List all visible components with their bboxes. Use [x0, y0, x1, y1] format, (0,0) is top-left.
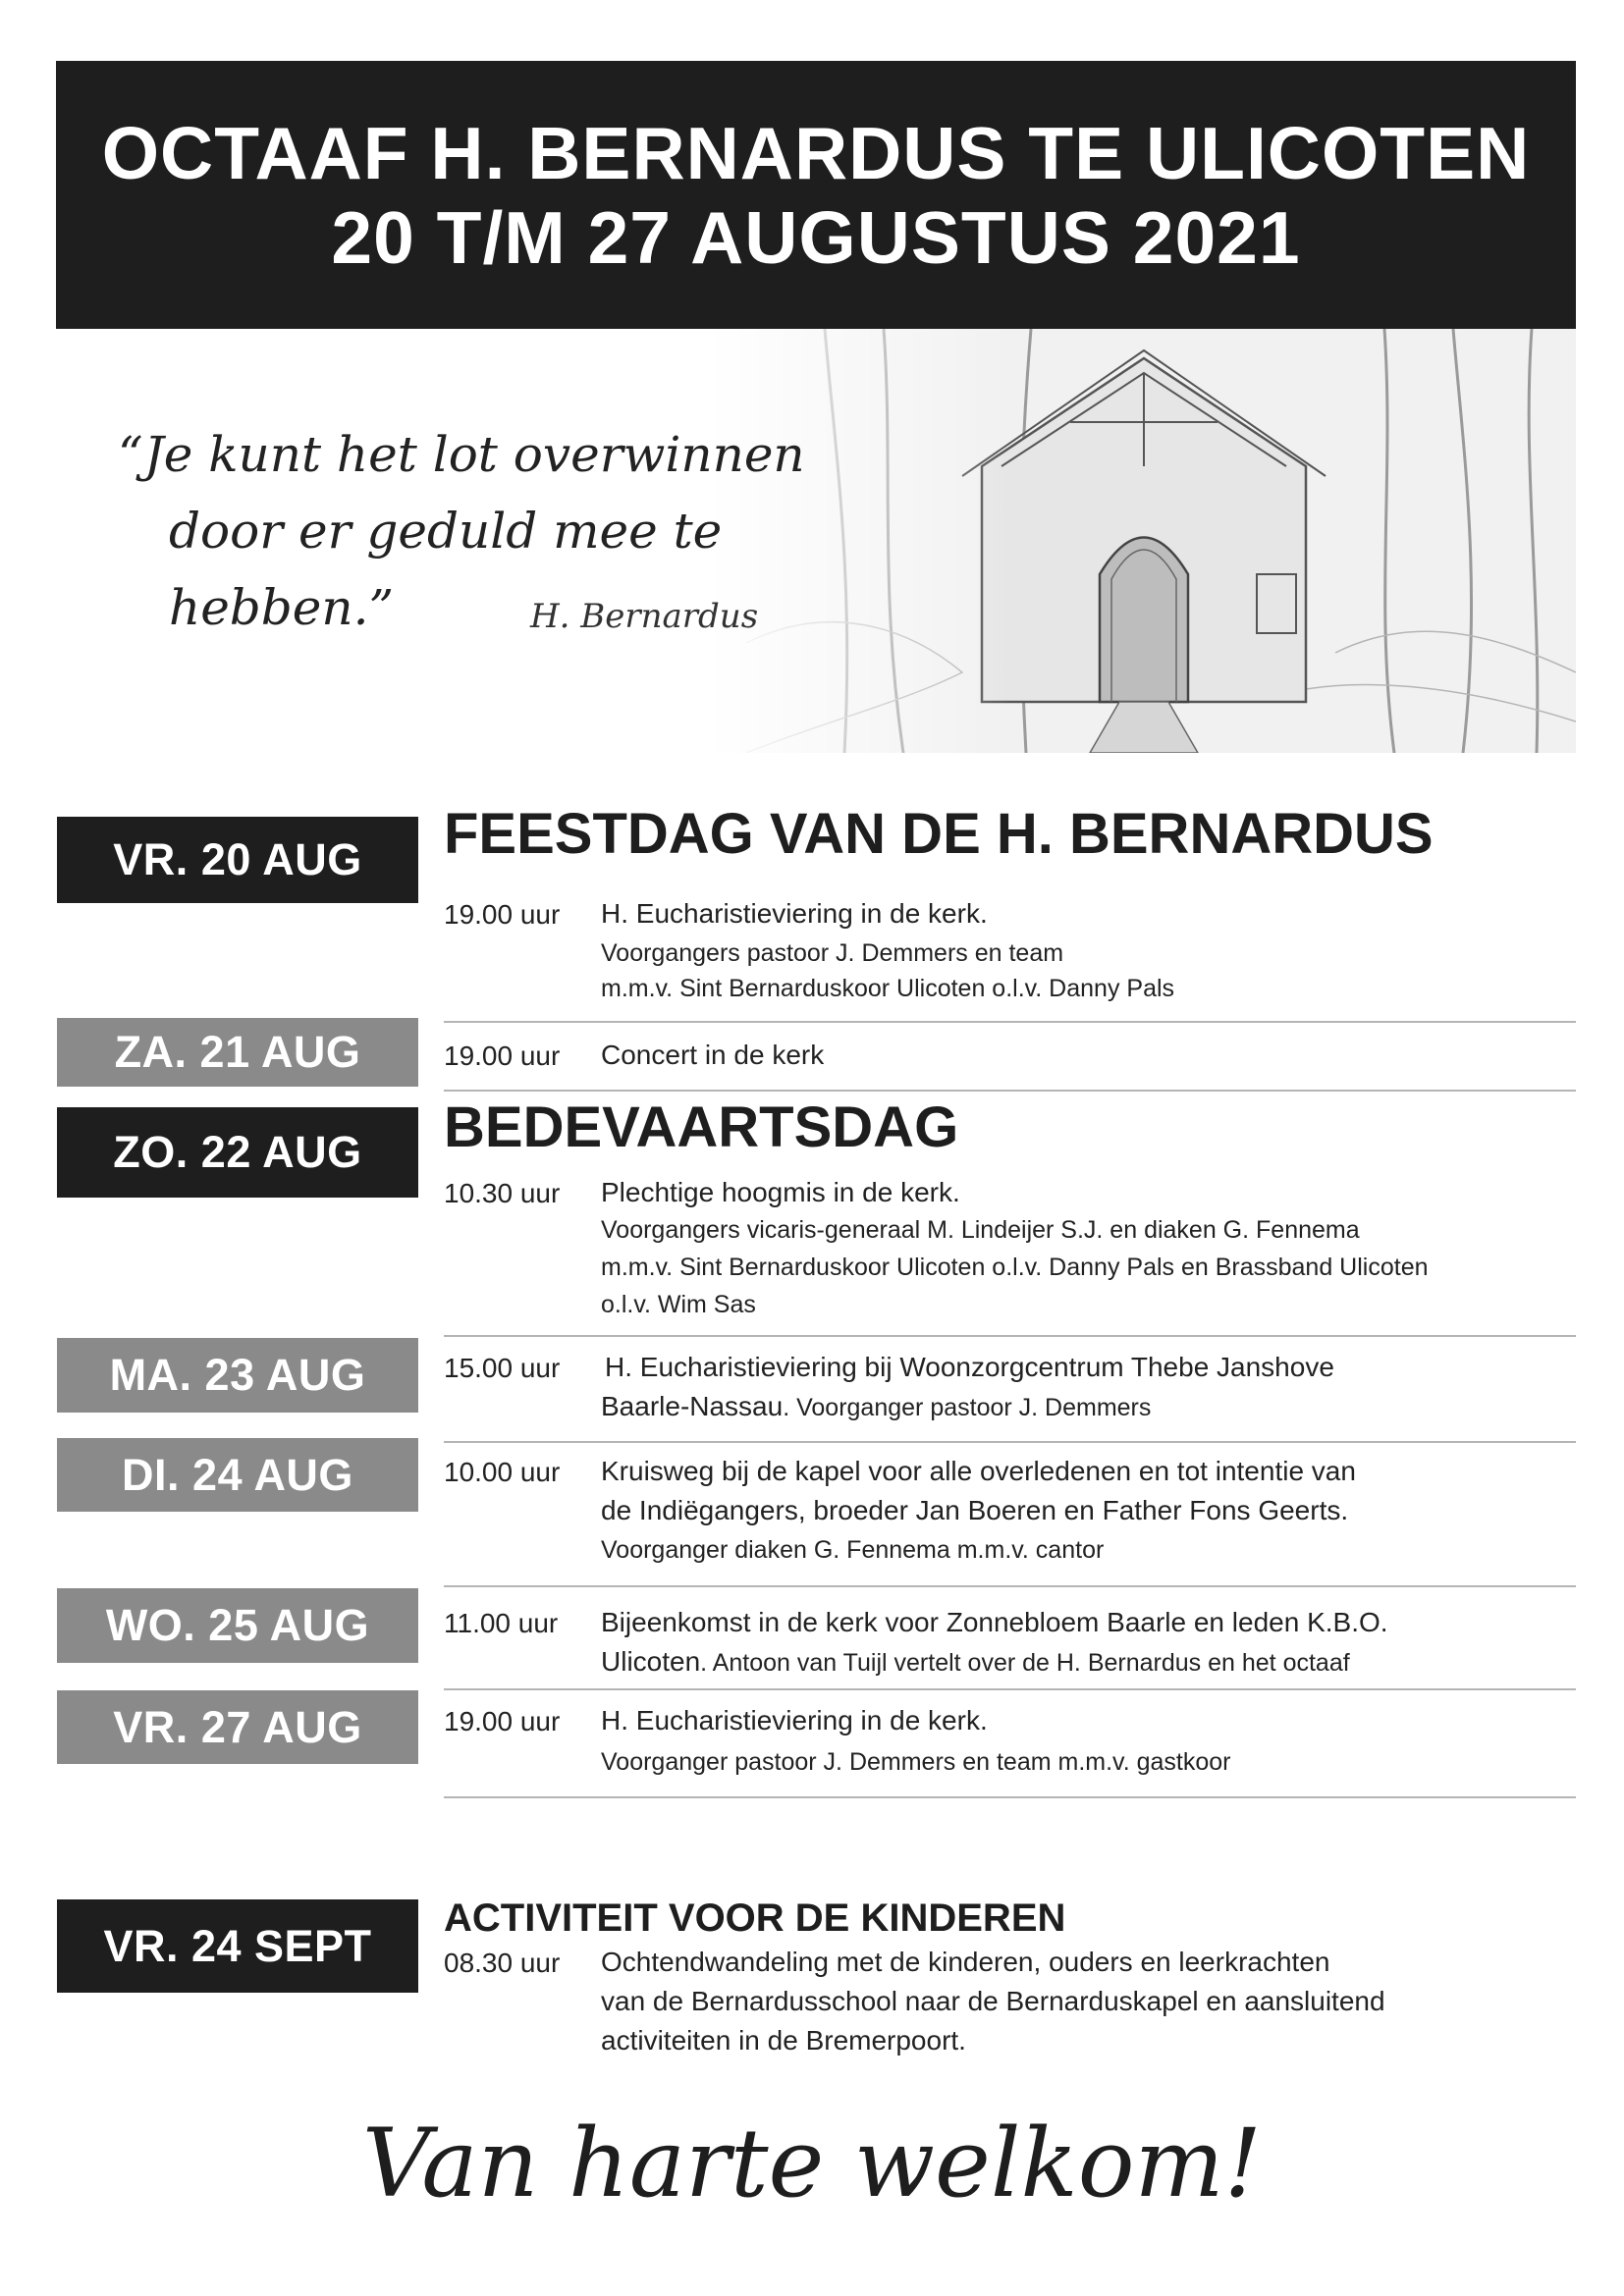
event-detail: Voorganger diaken G. Fennema m.m.v. cantor	[601, 1536, 1105, 1564]
event-time: 10.30 uur	[444, 1178, 561, 1208]
event-detail: o.l.v. Wim Sas	[601, 1291, 756, 1318]
date-badge-za-21-aug: ZA. 21 AUG	[57, 1018, 418, 1087]
event-description: H. Eucharistieviering bij Woonzorgcentrum Thebe Janshove	[605, 1352, 1334, 1382]
divider	[444, 1021, 1576, 1023]
date-badge-vr-27-aug: VR. 27 AUG	[57, 1690, 418, 1764]
event-time: 08.30 uur	[444, 1948, 561, 1978]
header-dates: 20 T/M 27 AUGUSTUS 2021	[331, 195, 1301, 279]
event-time: 11.00 uur	[444, 1608, 559, 1638]
event-time: 19.00 uur	[444, 1041, 561, 1071]
event-time: 15.00 uur	[444, 1353, 561, 1383]
event-detail: Voorgangers vicaris-generaal M. Lindeijer S.J. en diaken G. Fennema	[601, 1216, 1360, 1244]
date-badge-di-24-aug: DI. 24 AUG	[57, 1438, 418, 1512]
quote-line-1: “Je kunt het lot overwinnen	[118, 426, 805, 483]
event-description: H. Eucharistieviering in de kerk.	[601, 898, 988, 929]
divider	[444, 1090, 1576, 1092]
event-detail-line	[601, 1643, 1350, 1682]
poster-header	[56, 61, 1576, 329]
event-detail: m.m.v. Sint Bernarduskoor Ulicoten o.l.v. Danny Pals en Brassband Ulicoten	[601, 1254, 1429, 1281]
event-description: Kruisweg bij de kapel voor alle overledenen en tot intentie van	[601, 1456, 1356, 1486]
divider	[444, 1585, 1576, 1587]
divider	[444, 1796, 1576, 1798]
date-badge-wo-25-aug: WO. 25 AUG	[57, 1588, 418, 1663]
date-badge-ma-23-aug: MA. 23 AUG	[57, 1338, 418, 1413]
header-title: OCTAAF H. BERNARDUS TE ULICOTEN	[101, 111, 1531, 194]
event-detail: Voorgangers pastoor J. Demmers en team	[601, 939, 1064, 967]
welcome-message: Van harte welkom!	[361, 2109, 1263, 2218]
event-description: Plechtige hoogmis in de kerk.	[601, 1177, 960, 1207]
event-heading-bedevaartsdag: BEDEVAARTSDAG	[444, 1095, 959, 1159]
event-description: Concert in de kerk	[601, 1040, 825, 1070]
event-location: Baarle-Nassau	[601, 1391, 784, 1421]
event-detail: m.m.v. Sint Bernarduskoor Ulicoten o.l.v. Danny Pals	[601, 975, 1175, 1002]
event-heading-activiteit: ACTIVITEIT VOOR DE KINDEREN	[444, 1896, 1066, 1940]
event-description: activiteiten in de Bremerpoort.	[601, 2025, 966, 2056]
event-heading-feestdag: FEESTDAG VAN DE H. BERNARDUS	[444, 802, 1434, 866]
event-detail: Voorganger pastoor J. Demmers en team m.m.v. gastkoor	[601, 1748, 1231, 1776]
date-badge-zo-22-aug: ZO. 22 AUG	[57, 1107, 418, 1198]
divider	[444, 1441, 1576, 1443]
event-description: van de Bernardusschool naar de Bernarduskapel en aansluitend	[601, 1986, 1385, 2016]
event-detail-line	[601, 1388, 1151, 1426]
event-description: H. Eucharistieviering in de kerk.	[601, 1705, 988, 1735]
event-description: Bijeenkomst in de kerk voor Zonnebloem Baarle en leden K.B.O.	[601, 1607, 1388, 1637]
event-description: Ochtendwandeling met de kinderen, ouders en leerkrachten	[601, 1947, 1330, 1977]
event-detail: . Antoon van Tuijl vertelt over de H. Bernardus en het octaaf	[700, 1649, 1350, 1677]
date-badge-vr-24-sept: VR. 24 SEPT	[57, 1899, 418, 1993]
quote-author: H. Bernardus	[530, 597, 759, 636]
divider	[444, 1335, 1576, 1337]
quote-line-2: door er geduld mee te hebben.”	[169, 503, 723, 636]
event-detail: . Voorganger pastoor J. Demmers	[783, 1394, 1152, 1421]
event-time: 19.00 uur	[444, 1706, 561, 1736]
date-badge-vr-20-aug: VR. 20 AUG	[57, 817, 418, 903]
event-description: de Indiëgangers, broeder Jan Boeren en Father Fons Geerts.	[601, 1495, 1349, 1525]
divider	[444, 1688, 1576, 1690]
event-location: Ulicoten	[601, 1646, 701, 1677]
event-time: 19.00 uur	[444, 899, 561, 930]
event-time: 10.00 uur	[444, 1457, 561, 1487]
